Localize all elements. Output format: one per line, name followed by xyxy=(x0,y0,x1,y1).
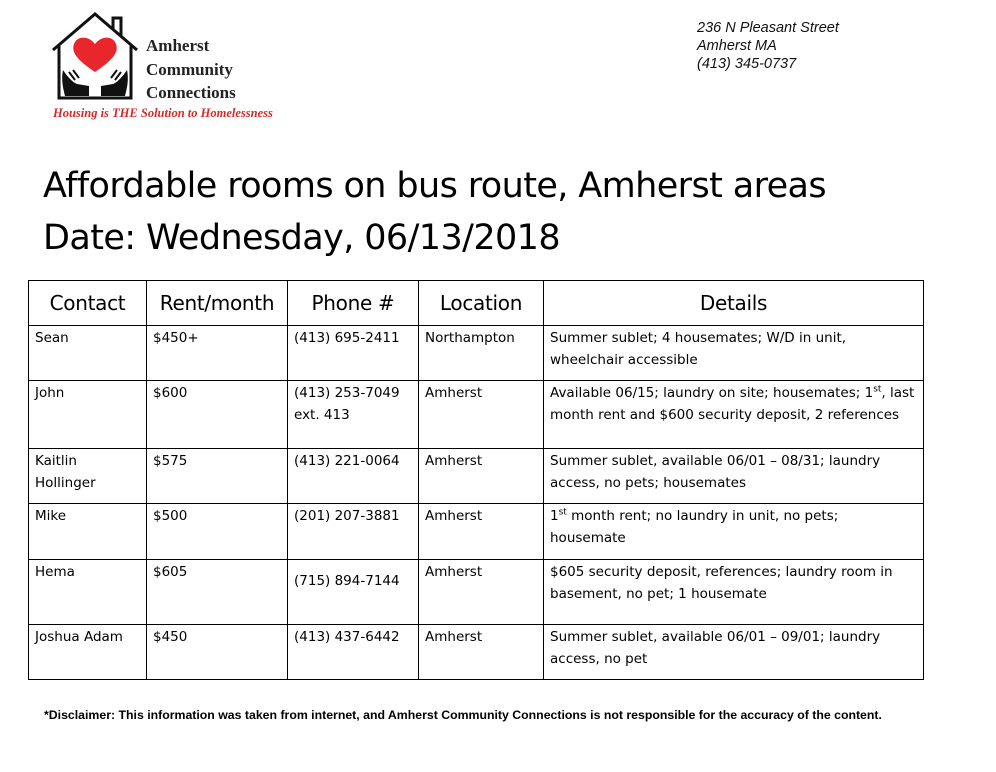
title-text: Affordable rooms on bus route, Amherst areas xyxy=(43,166,827,206)
contact-cell: John xyxy=(29,381,147,449)
phone-cell: (413) 253-7049 ext. 413 xyxy=(288,381,419,449)
address-street: 236 N Pleasant Street xyxy=(697,20,839,36)
details-cell: Summer sublet, available 06/01 – 08/31; laundry access, no pets; housemates xyxy=(544,449,924,504)
contact-cell: Hema xyxy=(29,560,147,625)
location-cell: Amherst xyxy=(419,381,544,449)
organization-name-line: Connections xyxy=(146,83,236,102)
rent-cell: $605 xyxy=(147,560,288,625)
title-date: Date: Wednesday, 06/13/2018 xyxy=(43,218,560,258)
details-text: 1 xyxy=(550,508,559,524)
location-cell: Amherst xyxy=(419,449,544,504)
listings-table xyxy=(28,280,924,680)
contact-cell: Mike xyxy=(29,504,147,560)
house-heart-hands-icon xyxy=(47,10,143,106)
details-text: Available 06/15; laundry on site; housemates; 1 xyxy=(550,385,874,401)
page-title xyxy=(43,160,826,264)
details-cell xyxy=(544,504,924,560)
details-cell xyxy=(544,381,924,449)
organization-name-line: Amherst xyxy=(146,36,210,55)
rent-cell: $575 xyxy=(147,449,288,504)
details-cell: Summer sublet, available 06/01 – 09/01; laundry access, no pet xyxy=(544,625,924,680)
organization-logo xyxy=(47,10,312,125)
column-header-contact: Contact xyxy=(29,281,147,326)
table-row xyxy=(29,381,924,449)
rent-cell: $600 xyxy=(147,381,288,449)
table-row xyxy=(29,449,924,504)
phone-cell: (413) 221-0064 xyxy=(288,449,419,504)
location-cell: Amherst xyxy=(419,625,544,680)
organization-address xyxy=(697,19,839,73)
contact-cell: Kaitlin Hollinger xyxy=(29,449,147,504)
table-header-row xyxy=(29,281,924,326)
details-text: , last month rent and $600 security deposit, 2 references xyxy=(550,385,915,423)
phone-cell: (201) 207-3881 xyxy=(288,504,419,560)
location-cell: Amherst xyxy=(419,560,544,625)
phone-cell: (413) 437-6442 xyxy=(288,625,419,680)
organization-name-line: Community xyxy=(146,59,233,79)
address-phone: (413) 345-0737 xyxy=(697,56,797,72)
organization-tagline: Housing is THE Solution to Homelessness xyxy=(53,106,273,120)
location-cell: Northampton xyxy=(419,326,544,381)
rent-cell: $450 xyxy=(147,625,288,680)
table-row xyxy=(29,326,924,381)
rent-cell: $500 xyxy=(147,504,288,560)
details-cell: $605 security deposit, references; laundry room in basement, no pet; 1 housemate xyxy=(544,560,924,625)
table-row xyxy=(29,504,924,560)
contact-cell: Sean xyxy=(29,326,147,381)
ordinal-suffix: st xyxy=(558,507,567,518)
phone-cell: (715) 894-7144 xyxy=(288,560,419,625)
table-row xyxy=(29,625,924,680)
phone-cell: (413) 695-2411 xyxy=(288,326,419,381)
address-city: Amherst MA xyxy=(697,38,777,54)
column-header-location: Location xyxy=(419,281,544,326)
rent-cell: $450+ xyxy=(147,326,288,381)
column-header-details: Details xyxy=(544,281,924,326)
disclaimer-text: *Disclaimer: This information was taken from internet, and Amherst Community Connections is not responsible for the accuracy of the content. xyxy=(44,708,882,722)
column-header-phone: Phone # xyxy=(288,281,419,326)
table-row xyxy=(29,560,924,625)
location-cell: Amherst xyxy=(419,504,544,560)
ordinal-suffix: st xyxy=(873,384,882,395)
details-cell: Summer sublet; 4 housemates; W/D in unit, wheelchair accessible xyxy=(544,326,924,381)
organization-name xyxy=(146,34,236,105)
contact-cell: Joshua Adam xyxy=(29,625,147,680)
column-header-rent: Rent/month xyxy=(147,281,288,326)
details-text: month rent; no laundry in unit, no pets; housemate xyxy=(550,508,839,546)
